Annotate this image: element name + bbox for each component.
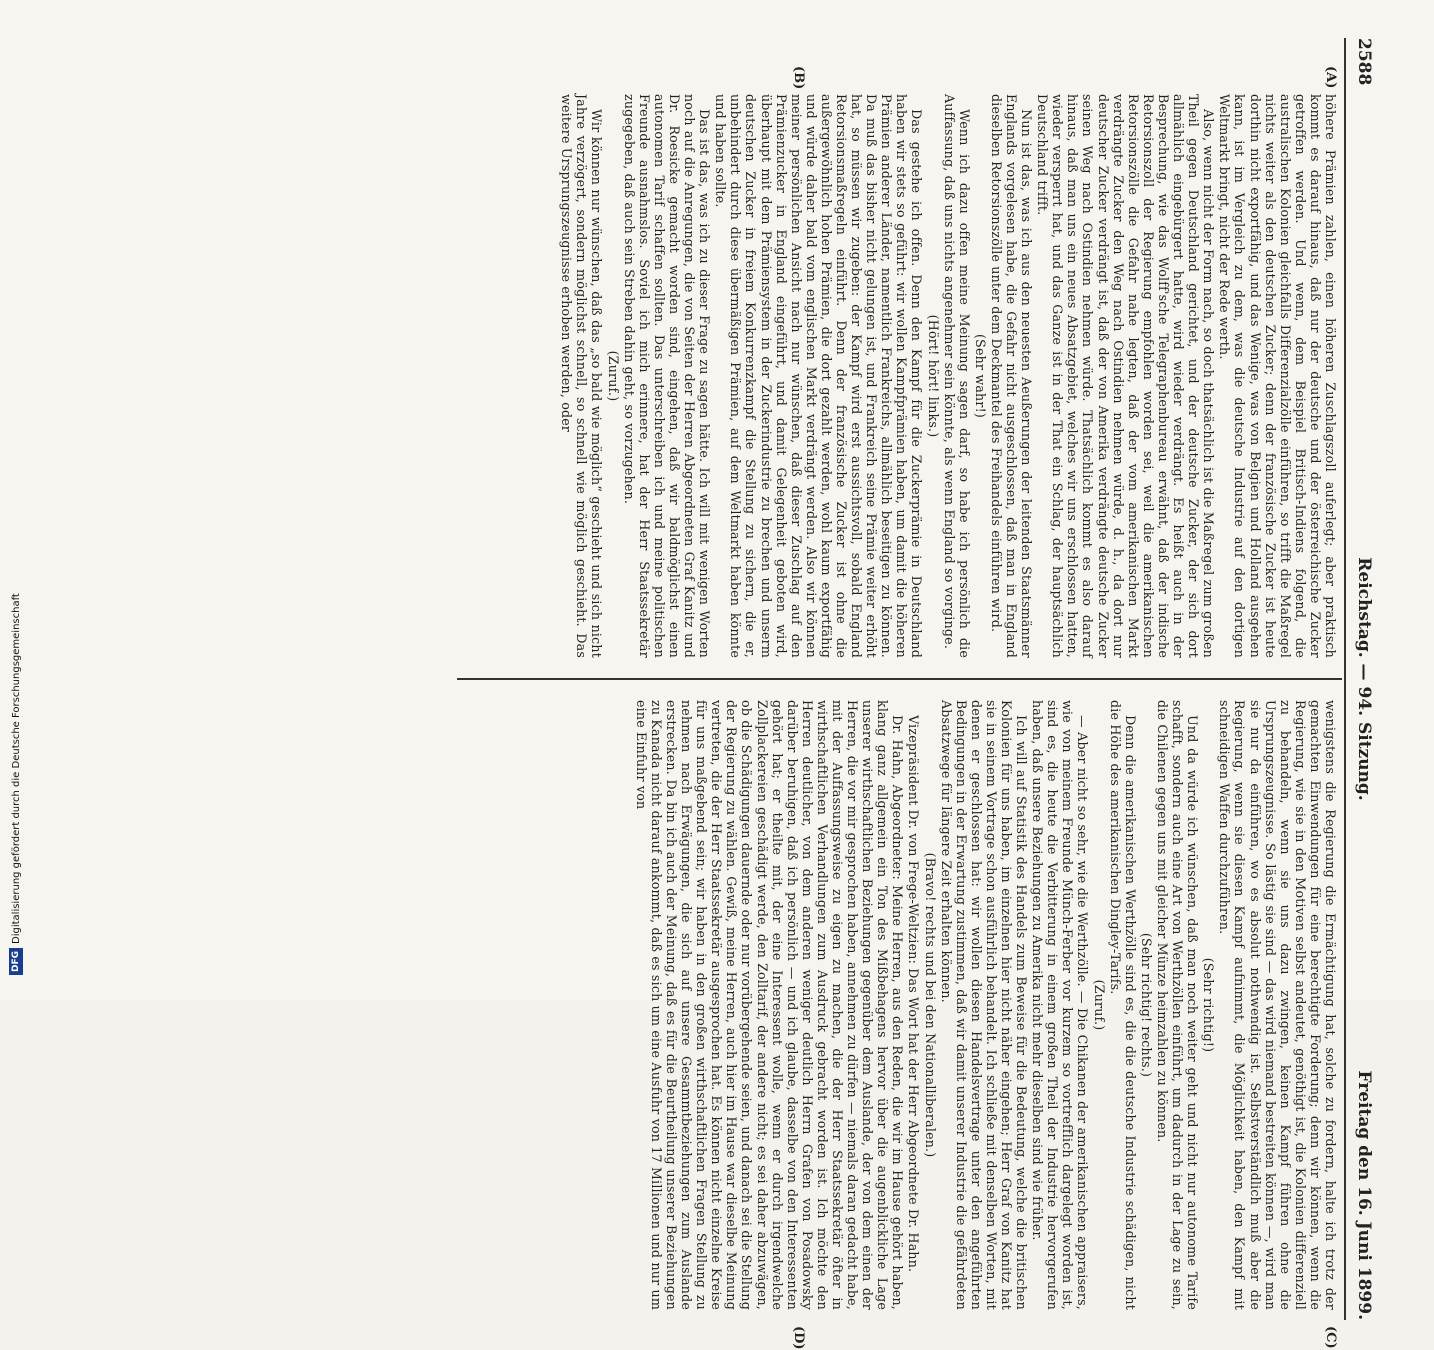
paragraph: Vizepräsident Dr. von Frege-Weltzien: Das Wort hat der Herr Abgeordnete Dr. Hahn.	[906, 715, 922, 1273]
margin-marker-d: (D)	[791, 1326, 806, 1350]
paragraph: Nun ist das, was ich aus den neuesten Aeußerungen der leitenden Staatsmänner Englands vorgelesen habe, die Gefahr nicht ausgeschlossen, daß man in England dieselben Retorsionszölle unter dem Deckmantel des Freihandels einführen wird.	[988, 94, 1035, 658]
paragraph: Und da würde ich wünschen, daß man noch weiter geht und nicht nur autonome Tarife schafft, sondern auch eine Art von Werthzöllen einführt, um dadurch in der Lage zu sein, die Chilenen gegen uns mit gleicher Münze heimzahlen zu können.	[1154, 700, 1201, 1310]
paragraph: Dr. Hahn, Abgeordneter: Meine Herren, aus den Reden, die wir im Hause gehört haben, klang ganz allgemein ein Ton des Mißbehagens hervor über die augenblickliche Lage unserer wirthschaftlichen Beziehungen gegenüber dem Auslande, der von dem einen der Herren, die vor mir gesprochen haben, annehmen zu dürfen — niemals daran gedacht habe, mit der Auffassungsweise zu eigen zu machen, die der Herr Staatssekretär öfter in wirthschaftlichen Verhandlungen zum Ausdruck gebracht worden ist. Ich möchte den Herren deutlicher, von dem anderen weniger deutlich Herrn Grafen von Posadowsky darüber beruhigen, daß ich persönlich — und ich glaube, dasselbe von den Interessenten gehört hat; er theilte mit, der eine Interessent wolle, wenn er durch irgendwelche Zollplackereien geschädigt werde, den Zolltarif, der andere nicht; es sei daher abzuwägen, ob die Schädigungen dauernde oder nur vorübergehende seien, und danach sei die Stellung der Regierung zu wählen. Gewiß, meine Herren, auch hier im Hause war dieselbe Meinung vertreten, die der Herr Staatssekretär ausgesprochen hat. Es können nicht einzelne Kreise für uns maßgebend sein; wir haben in den großen wirthschaftlichen Fragen Stellung zu nehmen nach Erwägungen, die sich auf unsere Gesammtbeziehungen zum Auslande erstrecken. Da bin ich auch der Meinung, daß es für die Beurtheilung unserer Beziehungen zu Kanada nicht darauf ankommt, daß es sich um eine Ausfuhr von 17 Millionen und nur um eine Einfuhr von	[633, 700, 906, 1310]
paragraph: Ich will auf Statistik des Handels zum Beweise für die Bedeutung, welche die britischen Kolonien für uns haben, im einzelnen hier nicht näher eingehen; Herr Graf von Kanitz hat sie in seinem Vortrage schon ausführlich behandelt. Ich schließe mit denselben Worten, mit denen er geschlossen hat: wir wollen diesen Handelsvertrage unter den angeführten Bedingungen in der Erwartung zustimmen, daß wir damit unserer Industrie die gefährdeten Absatzwege für längere Zeit erhalten können.	[938, 700, 1030, 1310]
interjection: (Sehr richtig! rechts.)	[1138, 932, 1154, 1078]
left-text-column	[458, 94, 1338, 658]
session-date: Freitag den 16. Juni 1899.	[1354, 1070, 1374, 1320]
paragraph: Wenn ich dazu offen meine Meinung sagen darf, so habe ich persönlich die Auffassung, daß uns nichts angenehmer sein könnte, als wenn England so vorginge.	[941, 94, 972, 658]
interjection: (Sehr richtig!)	[1201, 957, 1217, 1053]
margin-marker-b: (B)	[791, 66, 806, 90]
paragraph: höhere Prämien zahlen, einen höheren Zuschlagszoll auferlegt; aber praktisch kommt es darauf hinaus, daß nur der deutsche und der österreichische Zucker getroffen werden. Und wenn, dem Beispiel Britisch-Indiens folgend, die australischen Kolonien gleichfalls Differenzialzölle einführen, so trifft die Maßregel nichts weiter als den deutschen Zucker; denn der französische Zucker ist heute dorthin nicht exportfähig, und das Wenige, was von Belgien und Holland ausgehen kann, ist im Vergleich zu dem, was die deutsche Industrie auf den dortigen Weltmarkt bringt, nicht der Rede werth.	[1217, 94, 1338, 658]
interjection: (Sehr wahr!)	[972, 334, 988, 418]
column-divider	[457, 678, 1342, 680]
interjection: (Zuruf.)	[605, 350, 621, 402]
digitization-footer	[8, 0, 30, 975]
paragraph: — Aber nicht so sehr, wie die Werthzölle. — Die Chikanen der amerikanischen appraisers, wie von meinem Freunde Münch-Ferber vor kurzem so vortrefflich dargelegt worden ist, sind es, die heute die Verbitterung in einem großen Theil der Industrie hervorgerufen haben, daß unsere Beziehungen zu Amerika nicht mehr dieselben sind wie früher.	[1030, 700, 1091, 1310]
interjection: (Hört! hört! links.)	[925, 314, 941, 438]
right-text-column	[458, 700, 1338, 1310]
interjection: (Bravo! rechts und bei den Nationalliberalen.)	[922, 852, 938, 1158]
paragraph: Also, wenn nicht der Form nach, so doch thatsächlich ist die Maßregel zum großen Theil gegen Deutschland gerichtet, und der deutsche Zucker, der sich dort allmählich eingebürgert hatte, wird wieder verdrängt. Es heißt auch in der Besprechung, wie das Wolff'sche Telegraphenbureau erwähnt, daß der indische Retorsionszoll der Regierung empfohlen worden sei, weil die amerikanischen Retorsionszölle die Gefahr nahe legten, daß der vom amerikanischen Markt verdrängte Zucker den Weg nach Ostindien nehmen würde, d. h., da dort nur deutscher Zucker verdrängt ist, daß der von Amerika verdrängte deutsche Zucker seinen Weg nach Ostindien nehmen würde. Thatsächlich kommt es also darauf hinaus, daß man uns ein neues Absatzgebiet, welches wir uns erschlossen hatten, wieder versperrt hat, und das Ganze ist in der That ein Schlag, der hauptsächlich Deutschland trifft.	[1035, 94, 1217, 658]
dfg-logo: DFG	[9, 948, 23, 975]
paragraph: Das ist das, was ich zu dieser Frage zu sagen hätte. Ich will mit wenigen Worten noch auf die Anregungen, die von Seiten der Herren Abgeordneten Graf Kanitz und Dr. Roesicke gemacht worden sind, eingehen, daß wir baldmöglichst einen autonomen Tarif schaffen sollten. Das unterschreiben ich und meine politischen Freunde ausnahmslos. Soviel ich mich erinnere, hat der Herr Staatssekretär zugegeben, daß auch sein Streben dahin geht, so vorzugehen.	[621, 94, 713, 658]
page-header	[1350, 38, 1374, 1320]
header-rule	[1344, 38, 1346, 1320]
paragraph: Das gestehe ich offen. Denn den Kampf für die Zuckerprämie in Deutschland haben wir stets so geführt: wir wollen Kampfprämien haben, um damit die höheren Prämien anderer Länder, namentlich Frankreichs, allmählich beseitigen zu können. Da muß das bisher nicht gelungen ist, und Frankreich seine Prämie weiter erhöht hat, so müssen wir zugeben: der Kampf wird erst aussichtsvoll, sobald England Retorsionsmaßregeln einführt. Denn der französische Zucker ist ohne die außergewöhnlich hohen Prämien, die dort gezahlt werden, wohl kaum exportfähig und würde daher bald vom englischen Markt verdrängt werden. Also wir können meiner persönlichen Ansicht nach nur wünschen, daß dieser Zuschlag auf den Prämienzucker in England eingeführt, und damit Gelegenheit geboten wird, überhaupt mit dem Prämiensystem in der Zuckerindustrie zu brechen und unserm deutschen Zucker in freiem Konkurrenzkampf die Stellung zu sichern, die er, unbehindert durch diese übermäßigen Prämien, auf dem Weltmarkt haben könnte und haben sollte.	[713, 94, 925, 658]
paragraph: Denn die amerikanischen Werthzölle sind es, die die deutsche Industrie schädigen, nicht die Höhe des amerikanischen Dingley-Tarifs.	[1107, 700, 1138, 1310]
page-number: 2588	[1354, 38, 1374, 86]
paragraph: Wir können nur wünschen, daß das „so bald wie möglich“ geschieht und sich nicht Jahre verzögert, sondern möglichst schnell, so schnell wie möglich geschieht. Das weitere Ursprungszeugnisse erhoben werden, oder	[559, 94, 605, 658]
paragraph: wenigstens die Regierung die Ermächtigung hat, solche zu fordern, halte ich trotz der gemachten Einwendungen für eine berechtigte Forderung; denn wir können, wenn die Regierung, wie sie in den Motiven selbst andeutet, genöthigt ist, die Kolonien differenziell zu behandeln, wenn sie uns dazu zwingen, keinen Kampf führen ohne die Ursprungszeugnisse. So lästig sie sind — das wird niemand bestreiten können —, wird man sie nur da einführen, wo es absolut nothwendig ist. Selbstverständlich muß aber die Regierung, wenn sie diesen Kampf aufnimmt, die Möglichkeit haben, den Kampf mit schneidigen Waffen durchzuführen.	[1217, 700, 1338, 1310]
margin-marker-c: (C)	[1323, 1326, 1338, 1349]
interjection: (Zuruf.)	[1091, 979, 1107, 1031]
session-title: Reichstag. — 94. Sitzung.	[1354, 557, 1374, 801]
footer-text: Digitalisierung gefördert durch die Deutsche Forschungsgemeinschaft	[11, 593, 22, 944]
margin-marker-a: (A)	[1323, 66, 1338, 89]
